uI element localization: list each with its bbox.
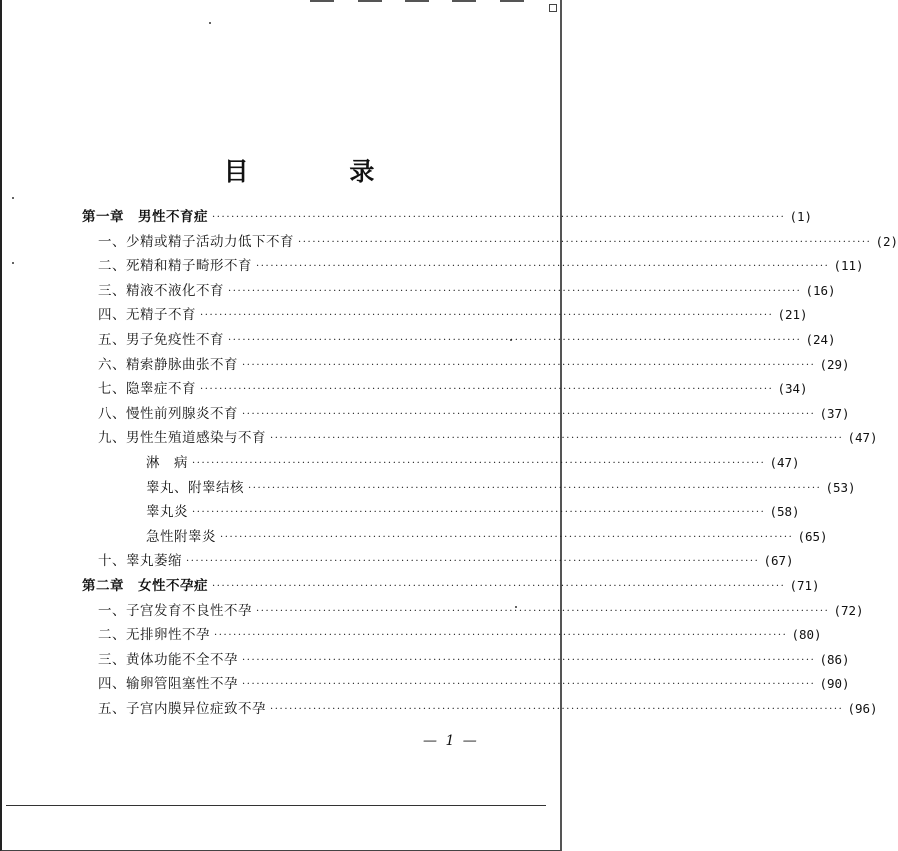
- toc-entry: [98, 279, 836, 301]
- scan-speck: [209, 22, 211, 24]
- toc-leader-dots: ························································································································: [200, 310, 774, 322]
- toc-entry-page: (90): [819, 676, 850, 692]
- toc-entry: [146, 476, 856, 498]
- toc-chapter-entry: [82, 574, 820, 596]
- toc-entry-label: 五、子宫内膜异位症致不孕: [98, 701, 266, 717]
- toc-entry: [98, 672, 850, 694]
- toc-leader-dots: ························································································································: [212, 212, 786, 223]
- toc-entry-label: 三、精液不液化不育: [98, 282, 224, 299]
- toc-entry: [98, 697, 878, 719]
- toc-leader-dots: ························································································································: [242, 359, 816, 371]
- toc-entry-label: 急性附睾炎: [146, 528, 216, 545]
- toc-entry-label: 第二章 女性不孕症: [82, 578, 208, 594]
- toc-leader-dots: ························································································································: [200, 384, 774, 396]
- toc-entry: [98, 426, 878, 448]
- toc-entry: [98, 254, 864, 276]
- toc-entry: [98, 402, 850, 424]
- toc-leader-dots: ························································································································: [256, 261, 830, 273]
- scan-edge-mark: [500, 0, 524, 2]
- scan-speck: [12, 262, 14, 264]
- toc-entry-page: (37): [819, 405, 850, 421]
- toc-entry-page: (24): [805, 332, 836, 347]
- toc-entry: [98, 599, 864, 621]
- toc-entry: [98, 623, 822, 645]
- toc-entry: [146, 500, 800, 522]
- toc-leader-dots: ························································································································: [212, 581, 786, 592]
- toc-entry-page: (53): [825, 479, 856, 495]
- toc-entry-label: 睾丸、附睾结核: [146, 479, 244, 496]
- toc-entry-label: 五、男子免疫性不育: [98, 332, 224, 348]
- toc-entry: [98, 353, 850, 375]
- toc-entry-page: (80): [791, 627, 822, 643]
- toc-entry: [98, 377, 808, 399]
- toc-entry-page: (96): [847, 701, 878, 716]
- toc-entry: [98, 328, 836, 350]
- toc-entry-label: 九、男性生殖道感染与不育: [98, 430, 266, 447]
- scan-artifact: [549, 4, 557, 12]
- toc-entry: [98, 549, 794, 571]
- toc-entry-page: (2): [875, 233, 898, 249]
- toc-leader-dots: ························································································································: [192, 458, 766, 469]
- toc-leader-dots: ························································································································: [270, 433, 844, 445]
- toc-entry-label: 一、少精或精子活动力低下不育: [98, 233, 294, 250]
- toc-entry-label: 七、隐睾症不育: [98, 381, 196, 398]
- scan-edge-mark: [310, 0, 334, 2]
- footer-rule: [6, 805, 546, 806]
- toc-leader-dots: ························································································································: [228, 335, 802, 346]
- page-title: 目 录: [223, 157, 421, 186]
- toc-leader-dots: ························································································································: [192, 507, 766, 519]
- toc-leader-dots: ························································································································: [214, 630, 788, 642]
- toc-entry-page: (58): [769, 504, 800, 520]
- toc-entry-label: 十、睾丸萎缩: [98, 553, 182, 570]
- toc-leader-dots: ························································································································: [248, 482, 822, 494]
- toc-entry-page: (67): [763, 553, 794, 569]
- toc-entry-page: (86): [819, 651, 850, 667]
- toc-entry-label: 三、黄体功能不全不孕: [98, 651, 238, 668]
- toc-entry-page: (16): [805, 282, 836, 298]
- toc-leader-dots: ························································································································: [242, 654, 816, 666]
- toc-entry-label: 四、输卵管阻塞性不孕: [98, 676, 238, 693]
- toc-entry-label: 淋 病: [146, 455, 188, 471]
- toc-leader-dots: ························································································································: [270, 704, 844, 715]
- page-number: — 1 —: [423, 733, 479, 749]
- toc-entry: [98, 303, 808, 325]
- toc-entry-label: 八、慢性前列腺炎不育: [98, 405, 238, 422]
- toc-leader-dots: ························································································································: [186, 556, 760, 568]
- toc-entry-page: (72): [833, 602, 864, 618]
- scan-edge-mark: [452, 0, 476, 2]
- toc-entry-page: (29): [819, 356, 850, 372]
- toc-leader-dots: ························································································································: [298, 236, 872, 248]
- toc-entry: [98, 648, 850, 670]
- toc-leader-dots: ························································································································: [228, 285, 802, 297]
- toc-entry-page: (21): [777, 307, 808, 323]
- toc-entry-page: (47): [769, 455, 800, 470]
- toc-entry-label: 睾丸炎: [146, 504, 188, 521]
- toc-entry-label: 二、无排卵性不孕: [98, 627, 210, 644]
- toc-entry-label: 六、精索静脉曲张不育: [98, 356, 238, 373]
- toc-entry-label: 二、死精和精子畸形不育: [98, 258, 252, 275]
- toc-leader-dots: ························································································································: [242, 408, 816, 420]
- toc-entry: [146, 451, 800, 473]
- toc-entry-page: (34): [777, 381, 808, 397]
- toc-leader-dots: ························································································································: [220, 531, 794, 543]
- toc-entry-label: 四、无精子不育: [98, 307, 196, 324]
- toc-entry: [146, 525, 828, 547]
- toc-entry-page: (65): [797, 528, 828, 544]
- toc-leader-dots: ························································································································: [242, 679, 816, 691]
- toc-entry-page: (1): [789, 209, 813, 224]
- scan-edge-mark: [405, 0, 429, 2]
- toc-entry-page: (47): [847, 430, 878, 446]
- toc-entry-page: (71): [789, 578, 820, 593]
- toc-chapter-entry: [82, 205, 813, 227]
- scan-edge-mark: [358, 0, 382, 2]
- toc-entry-label: 第一章 男性不育症: [82, 209, 208, 225]
- scan-speck: [12, 197, 14, 199]
- toc-entry-page: (11): [833, 258, 864, 274]
- toc-leader-dots: ························································································································: [256, 605, 830, 617]
- toc-entry: [98, 230, 898, 252]
- toc-entry-label: 一、子宫发育不良性不孕: [98, 602, 252, 619]
